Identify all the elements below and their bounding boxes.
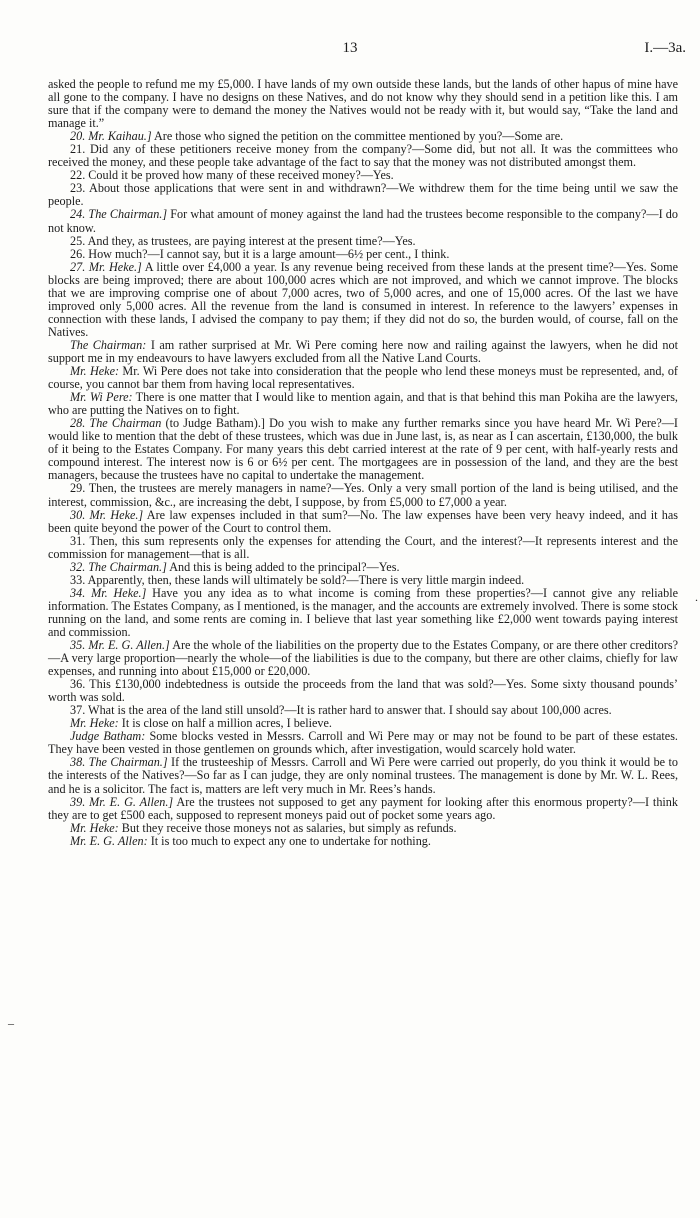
paragraph-text: 37. What is the area of the land still unsold?—It is rather hard to answer that. I should say about 100,000 acres.: [70, 703, 612, 718]
paragraph: [48, 678, 678, 704]
paragraph-text: Are law expenses included in that sum?—No. The law expenses have been very heavy indeed, and it has been quite beyond the power of the Court to control them.: [48, 507, 678, 535]
page-number: 13: [342, 40, 358, 56]
speaker-label: The Chairman:: [70, 337, 147, 352]
paragraph-text: Mr. Wi Pere does not take into consideration that the people who lend these moneys must be represented, and, of course, you cannot bar them from having local representatives.: [48, 364, 678, 392]
speaker-label: 39. Mr. E. G. Allen.]: [70, 794, 174, 809]
paragraph-text: Are the whole of the liabilities on the property due to the Estates Company, or are there other creditors?—A very large proportion—nearly the whole—of the liabilities is due to the company, but there are other claims, chiefly for law expenses, and running into about £15,000 or £20,000.: [48, 638, 678, 679]
paragraph: [48, 261, 678, 339]
speaker-label: 20. Mr. Kaihau.]: [70, 129, 152, 144]
speaker-label: 34. Mr. Heke.]: [70, 585, 147, 600]
paragraph: [48, 587, 678, 639]
speaker-label: Mr. E. G. Allen:: [70, 833, 148, 848]
speaker-label: 24. The Chairman.]: [70, 207, 168, 222]
paragraph: [48, 756, 678, 795]
paragraph-text: (to Judge Batham).] Do you wish to make any further remarks since you have heard Mr. Wi Pere?—I would like to mention that the debt of these trustees, which was due in June last, is, as near as I can ascertain, £130,000, the bulk of it being to the Estates Company. For many years this debt carried interest at the rate of 9 per cent, with half-yearly rests and compound interest. The interest now is 6 or 6½ per cent. The mortgagees are in possession of the land, and they are the best managers, because the trustees have no capital to undertake the management.: [48, 416, 678, 483]
paragraph-text: It is close on half a million acres, I believe.: [118, 716, 332, 731]
paper-reference: I.—3a.: [644, 40, 686, 56]
paragraph-text: Are the trustees not supposed to get any payment for looking after this enormous property?—I think they are to get £500 each, supposed to represent moneys paid out of pocket some years ago.: [48, 794, 678, 822]
paragraph-text: And this is being added to the principal?—Yes.: [166, 559, 400, 574]
paragraph: [48, 391, 678, 417]
paragraph: [48, 639, 678, 678]
paragraph-text: Are those who signed the petition on the committee mentioned by you?—Some are.: [151, 129, 564, 144]
speaker-label: 27. Mr. Heke.]: [70, 259, 142, 274]
paragraph-text: 29. Then, the trustees are merely managers in name?—Yes. Only a very small portion of the land is being utilised, and the interest, commission, &c., are increasing the debt, I suppose, by from £5,000 to £7,000 a year.: [48, 481, 678, 509]
page-header: [0, 40, 700, 60]
speaker-label: Mr. Heke:: [70, 716, 119, 731]
paragraph-text: 22. Could it be proved how many of these received money?—Yes.: [70, 168, 394, 183]
paragraph-text: Some blocks vested in Messrs. Carroll and Wi Pere may or may not be found to be part of these estates. They have been vested in those gentlemen on grounds which, after investigation, would scarcely hold water.: [48, 729, 678, 757]
paragraph-text: 25. And they, as trustees, are paying interest at the present time?—Yes.: [70, 233, 416, 248]
paragraph-text: A little over £4,000 a year. Is any revenue being received from these lands at the present time?—Yes. Some blocks are being improved; there are about 100,000 acres which are not improved, and which we cannot improve. The blocks that we are improving comprise one of about 7,000 acres, two of 5,000 acres, and one of 15,000 acres. Of the last we have improved only 5,000 acres. All the revenue from the land is consumed in interest. In reference to the lawyers’ expenses in connection with these lands, I advised the company to pay them; if they did not do so, the burden would, of course, fall on the Natives.: [48, 259, 678, 339]
speaker-label: Mr. Heke:: [70, 820, 119, 835]
speaker-label: Mr. Heke:: [70, 364, 120, 379]
paragraph: [48, 339, 678, 365]
paragraph-text: asked the people to refund me my £5,000. I have lands of my own outside these lands, but the lands of other hapus of mine have all gone to the company. I have no designs on these Natives, and do not know why they should send in a petition like this. I am sure that if the company were to demand the money the Natives would not be ready with it, but would say, “Take the land and manage it.”: [48, 77, 678, 131]
paragraph-text: If the trusteeship of Messrs. Carroll and Wi Pere were carried out properly, do you think it would be to the interests of the Natives?—So far as I can judge, they are only nominal trustees. The management is done by Mr. W. L. Rees, and he is a solicitor. The fact is, matters are left very much in Mr. Rees’s hands.: [48, 755, 678, 796]
paragraph: [48, 835, 678, 848]
paragraph: [48, 796, 678, 822]
paragraph-text: 36. This £130,000 indebtedness is outside the proceeds from the land that was sold?—Yes. Some sixty thousand pounds’ worth was sold.: [48, 677, 678, 705]
paragraph-text: 33. Apparently, then, these lands will ultimately be sold?—There is very little margin indeed.: [70, 572, 525, 587]
paragraph: [48, 182, 678, 208]
speaker-label: 30. Mr. Heke.]: [70, 507, 144, 522]
paragraph-text: But they receive those moneys not as salaries, but simply as refunds.: [118, 820, 457, 835]
paragraph: [48, 417, 678, 482]
speaker-label: 35. Mr. E. G. Allen.]: [70, 638, 170, 653]
paragraph: [48, 365, 678, 391]
paragraph: [48, 730, 678, 756]
speaker-label: 32. The Chairman.]: [70, 559, 167, 574]
paragraph: [48, 208, 678, 234]
margin-mark-dash: –: [8, 1016, 14, 1030]
paragraph-text: For what amount of money against the land had the trustees become responsible to the company?—I do not know.: [48, 207, 678, 235]
paragraph: [48, 509, 678, 535]
paragraph-text: There is one matter that I would like to mention again, and that is that behind this man Pokiha are the lawyers, who are putting the Natives on to fight.: [48, 390, 678, 418]
paragraph-text: It is too much to expect any one to undertake for nothing.: [147, 833, 431, 848]
paragraph-text: 26. How much?—I cannot say, but it is a large amount—6½ per cent., I think.: [70, 246, 450, 261]
margin-mark-dot: .: [695, 590, 698, 604]
paragraph: [48, 143, 678, 169]
paragraph: [48, 482, 678, 508]
speaker-label: Judge Batham:: [70, 729, 146, 744]
paragraph-text: 21. Did any of these petitioners receive money from the company?—Some did, but not all. It was the committees who received the money, and these people take advantage of the fact to say that the money was not distributed amongst them.: [48, 142, 678, 170]
paragraph-text: 23. About those applications that were sent in and withdrawn?—We withdrew them for the time being until we saw the people.: [48, 181, 678, 209]
speaker-label: Mr. Wi Pere:: [70, 390, 133, 405]
paragraph-text: I am rather surprised at Mr. Wi Pere coming here now and railing against the lawyers, when he did not support me in my endeavours to have lawyers excluded from all the Native Land Courts.: [48, 337, 678, 365]
paragraph-text: Have you any idea as to what income is coming from these properties?—I cannot give any reliable information. The Estates Company, as I mentioned, is the manager, and the accounts are extremely involved. There is some stock running on the land, and some rents are coming in. I believe that last year something like £2,000 went towards paying interest and commission.: [48, 585, 678, 639]
document-body: [48, 78, 678, 848]
speaker-label: 28. The Chairman: [70, 416, 162, 431]
paragraph: [48, 78, 678, 130]
paragraph: [48, 535, 678, 561]
paragraph-text: 31. Then, this sum represents only the expenses for attending the Court, and the interest?—It represents interest and the commission for management—that is all.: [48, 533, 678, 561]
speaker-label: 38. The Chairman.]: [70, 755, 168, 770]
